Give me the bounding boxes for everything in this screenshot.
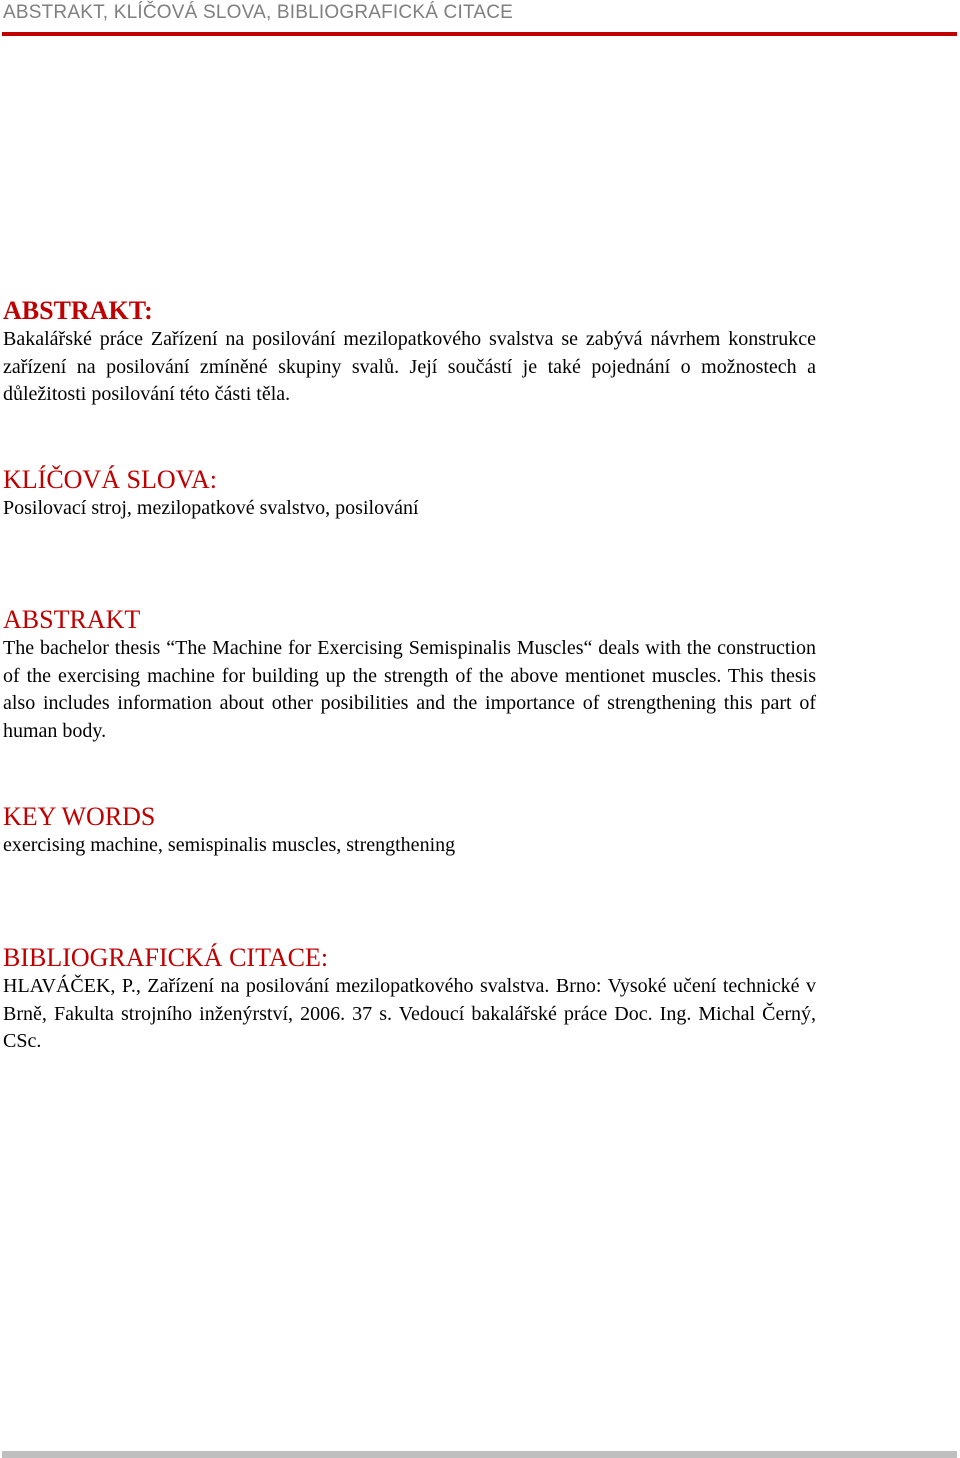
header-rule xyxy=(2,32,957,36)
abstrakt-cz-section xyxy=(3,296,816,409)
running-header: ABSTRAKT, KLÍČOVÁ SLOVA, BIBLIOGRAFICKÁ CITACE xyxy=(3,2,514,23)
citace-section xyxy=(3,943,816,1056)
abstract-en-section xyxy=(3,605,816,745)
key-words-section xyxy=(3,802,816,860)
abstrakt-cz-heading: ABSTRAKT: xyxy=(3,296,153,325)
key-words-text: exercising machine, semispinalis muscles, strengthening xyxy=(3,834,456,856)
klicova-slova-section xyxy=(3,465,816,523)
citace-text: HLAVÁČEK, P., Zařízení na posilování mezilopatkového svalstva. Brno: Vysoké učení technické v Brně, Fakulta strojního inženýrství, 2006. 37 s. Vedoucí bakalářské práce Doc. Ing. Michal Černý, CSc. xyxy=(3,975,816,1053)
abstract-en-text: The bachelor thesis “The Machine for Exercising Semispinalis Muscles“ deals with the construction of the exercising machine for building up the strength of the above mentionet muscles. This thesis also includes information about other posibilities and the importance of strengthening this part of human body. xyxy=(3,637,816,742)
key-words-heading: KEY WORDS xyxy=(3,802,156,831)
klicova-slova-heading: KLÍČOVÁ SLOVA: xyxy=(3,465,218,494)
abstract-en-heading: ABSTRAKT xyxy=(3,605,141,634)
citace-heading: BIBLIOGRAFICKÁ CITACE: xyxy=(3,943,329,972)
klicova-slova-text: Posilovací stroj, mezilopatkové svalstvo, posilování xyxy=(3,497,419,519)
footer-rule xyxy=(2,1451,957,1458)
abstrakt-cz-text: Bakalářské práce Zařízení na posilování mezilopatkového svalstva se zabývá návrhem konstrukce zařízení na posilování zmíněné skupiny svalů. Její součástí je také pojednání o možnostech a důležitosti posilování této části těla. xyxy=(3,328,816,406)
